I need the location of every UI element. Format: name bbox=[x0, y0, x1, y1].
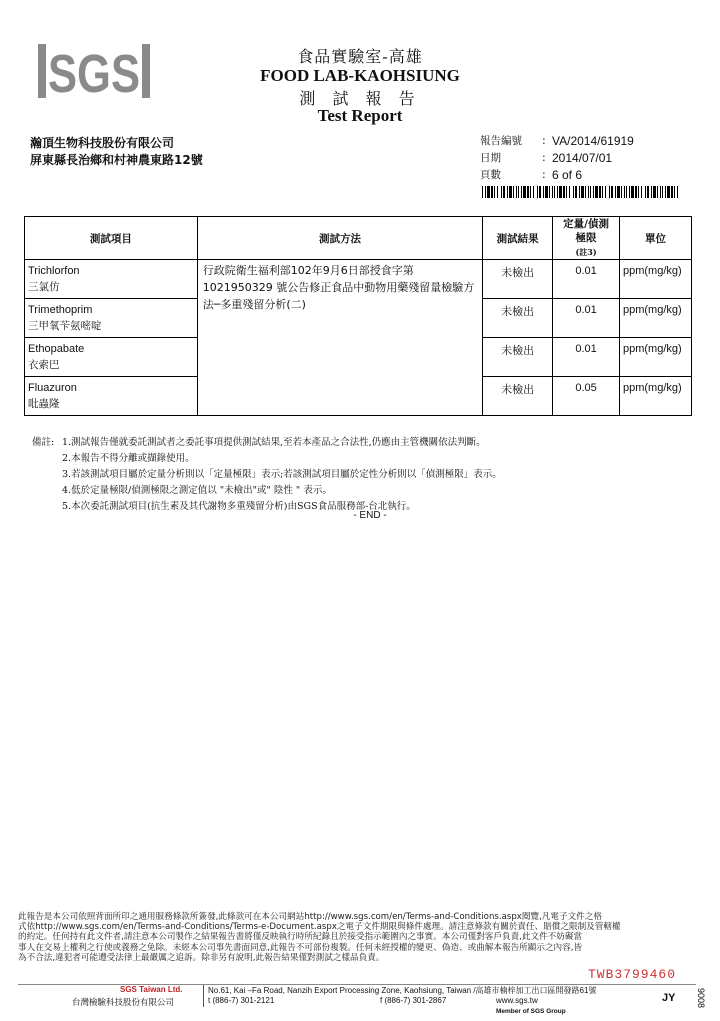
table-header-row bbox=[25, 217, 692, 260]
end-marker: - END - bbox=[353, 510, 387, 521]
report-number: VA/2014/61919 bbox=[552, 133, 634, 148]
limit-cell: 0.01 bbox=[553, 299, 620, 338]
report-number-label: 報告編號 bbox=[480, 135, 522, 147]
barcode-bar bbox=[599, 186, 601, 198]
barcode-bar bbox=[494, 186, 495, 198]
barcode-bar bbox=[651, 186, 652, 198]
barcode-bar bbox=[595, 186, 598, 198]
item-cell bbox=[25, 377, 198, 416]
barcode-bar bbox=[609, 186, 610, 198]
barcode-bar bbox=[518, 186, 519, 198]
barcode-bar bbox=[557, 186, 558, 198]
item-name-zh: 三氯仿 bbox=[28, 281, 60, 293]
date-row bbox=[480, 149, 690, 166]
barcode-bar bbox=[617, 186, 620, 198]
barcode-bar bbox=[665, 186, 666, 198]
barcode-bar bbox=[579, 186, 580, 198]
result-cell: 未檢出 bbox=[483, 338, 553, 377]
barcode-bar bbox=[581, 186, 584, 198]
barcode-bar bbox=[485, 186, 486, 198]
note-item bbox=[32, 433, 692, 449]
barcode-bar bbox=[482, 186, 483, 198]
sgs-logo bbox=[38, 40, 150, 102]
company-website: www.sgs.tw bbox=[496, 996, 538, 1005]
barcode-bar bbox=[530, 186, 531, 198]
barcode-bar bbox=[509, 186, 512, 198]
report-title-en: Test Report bbox=[317, 106, 403, 125]
lab-name-en: FOOD LAB-KAOHSIUNG bbox=[260, 66, 460, 85]
barcode-bar bbox=[671, 186, 673, 198]
disclaimer-line: 式依http://www.sgs.com/en/Terms-and-Conditions/Terms-e-Document.aspx之電子文件期限與條件處理。請注意條款有關於責任、賠償之限制及管轄權 bbox=[18, 922, 621, 933]
date-label: 日期 bbox=[480, 152, 501, 164]
side-code: 9008 bbox=[696, 988, 706, 1009]
barcode bbox=[482, 186, 680, 198]
barcode-bar bbox=[626, 186, 627, 198]
item-cell bbox=[25, 299, 198, 338]
barcode-bar bbox=[521, 186, 522, 198]
barcode-bar bbox=[545, 186, 548, 198]
barcode-bar bbox=[662, 186, 663, 198]
unit-cell: ppm(mg/kg) bbox=[620, 377, 692, 416]
barcode-bar bbox=[641, 186, 642, 198]
result-cell: 未檢出 bbox=[483, 377, 553, 416]
notes-label: 備註: bbox=[32, 437, 55, 448]
item-name-zh: 衣索巴 bbox=[28, 359, 60, 371]
lab-name-zh: 食品實驗室-高雄 bbox=[297, 47, 423, 66]
barcode-bar bbox=[638, 186, 639, 198]
barcode-bar bbox=[533, 186, 534, 198]
item-name-en: Trichlorfon bbox=[28, 265, 80, 277]
barcode-bar bbox=[611, 186, 613, 198]
report-title-zh: 測 試 報 告 bbox=[299, 89, 421, 108]
barcode-bar bbox=[667, 186, 670, 198]
barcode-bar bbox=[501, 186, 502, 198]
disclaimer-line: 事人在交易上權利之行使或義務之免除。未經本公司事先書面同意,此報告不可部份複製。任何未經授權的變更、偽造、或曲解本報告所顯示之內容,皆 bbox=[18, 942, 583, 953]
footer-divider-vertical bbox=[203, 985, 204, 1007]
header-limit-line2: 極限 bbox=[575, 232, 597, 244]
barcode-bar bbox=[566, 186, 567, 198]
company-phone: t (886-7) 301-2121 bbox=[208, 996, 275, 1005]
disclaimer-line: 的約定。任何持有此文件者,請注意本公司製作之結果報告書將僅反映執行時所紀錄且於接受指示範圍內之事實。本公司僅對客戶負責,此文件不妨礙當 bbox=[18, 932, 583, 943]
barcode-bar bbox=[554, 186, 555, 198]
note-item bbox=[32, 465, 692, 481]
barcode-bar bbox=[631, 186, 634, 198]
note-item bbox=[32, 449, 692, 465]
result-cell: 未檢出 bbox=[483, 260, 553, 299]
barcode-bar bbox=[513, 186, 514, 198]
header-method: 測試方法 bbox=[197, 217, 483, 260]
barcode-bar bbox=[573, 186, 574, 198]
separator: : bbox=[542, 151, 546, 164]
item-cell bbox=[25, 338, 198, 377]
company-fax: f (886-7) 301-2867 bbox=[380, 996, 447, 1005]
company-name-zh: 台灣檢驗科技股份有限公司 bbox=[72, 998, 175, 1008]
barcode-bar bbox=[660, 186, 661, 198]
separator: : bbox=[542, 168, 546, 181]
table-row bbox=[25, 260, 692, 299]
item-name-en: Ethopabate bbox=[28, 343, 85, 355]
note-text: 1.測試報告僅就委託測試者之委託事項提供測試結果,至若本產品之合法性,仍應由主管機關依法判斷。 bbox=[62, 437, 486, 448]
barcode-bar bbox=[569, 186, 570, 198]
barcode-bar bbox=[497, 186, 498, 198]
header-unit: 單位 bbox=[620, 217, 692, 260]
notes bbox=[32, 433, 692, 513]
barcode-bar bbox=[575, 186, 577, 198]
barcode-bar bbox=[605, 186, 606, 198]
barcode-bar bbox=[621, 186, 622, 198]
barcode-bar bbox=[615, 186, 616, 198]
item-cell bbox=[25, 260, 198, 299]
barcode-bar bbox=[677, 186, 678, 198]
header-item: 測試項目 bbox=[25, 217, 198, 260]
barcode-bar bbox=[588, 186, 589, 198]
client-name: 瀚頂生物科技股份有限公司 bbox=[30, 136, 175, 150]
barcode-bar bbox=[563, 186, 565, 198]
note-text: 5.本次委託測試項目(抗生素及其代謝物多重殘留分析)由SGS食品服務部-台北執行。 bbox=[62, 501, 416, 512]
barcode-bar bbox=[585, 186, 586, 198]
barcode-bar bbox=[543, 186, 544, 198]
barcode-bar bbox=[629, 186, 630, 198]
barcode-bar bbox=[653, 186, 656, 198]
separator: : bbox=[542, 134, 546, 147]
signer-initials: JY bbox=[662, 992, 676, 1004]
limit-cell: 0.05 bbox=[553, 377, 620, 416]
barcode-bar bbox=[527, 186, 529, 198]
barcode-bar bbox=[590, 186, 591, 198]
barcode-bar bbox=[559, 186, 562, 198]
barcode-bar bbox=[635, 186, 637, 198]
page-count: 6 of 6 bbox=[552, 167, 583, 182]
report-date: 2014/07/01 bbox=[552, 150, 613, 165]
barcode-bar bbox=[674, 186, 675, 198]
barcode-bar bbox=[552, 186, 553, 198]
report-meta bbox=[480, 132, 690, 183]
header-limit-line1: 定量/偵測 bbox=[563, 218, 609, 230]
barcode-bar bbox=[539, 186, 541, 198]
barcode-bar bbox=[549, 186, 550, 198]
client-address: 屏東縣長治鄉和村神農東路12號 bbox=[30, 153, 203, 167]
company-address: No.61, Kai –Fa Road, Nanzih Export Processing Zone, Kaohsiung, Taiwan /高雄市楠梓加工出口區開發路61號 bbox=[208, 986, 597, 995]
header-limit bbox=[553, 217, 620, 260]
limit-cell: 0.01 bbox=[553, 338, 620, 377]
barcode-bar bbox=[523, 186, 526, 198]
barcode-bar bbox=[491, 186, 493, 198]
document-number: TWB3799460 bbox=[588, 967, 677, 982]
barcode-bar bbox=[537, 186, 538, 198]
item-name-en: Fluazuron bbox=[28, 382, 77, 394]
pages-row bbox=[480, 166, 690, 183]
company-name-en: SGS Taiwan Ltd. bbox=[120, 985, 183, 994]
disclaimer bbox=[18, 912, 698, 963]
barcode-bar bbox=[647, 186, 649, 198]
barcode-bar bbox=[602, 186, 603, 198]
unit-cell: ppm(mg/kg) bbox=[620, 299, 692, 338]
result-cell: 未檢出 bbox=[483, 299, 553, 338]
pages-label: 頁數 bbox=[480, 169, 501, 181]
barcode-bar bbox=[657, 186, 658, 198]
disclaimer-line: 為不合法,違犯者可能遭受法律上最嚴厲之追訴。除非另有說明,此報告結果僅對測試之樣品負責。 bbox=[18, 952, 385, 963]
note-text: 4.低於定量極限/偵測極限之測定值以 "未檢出"或" 陰性 " 表示。 bbox=[62, 485, 332, 496]
report-number-row bbox=[480, 132, 690, 149]
member-of-sgs-group: Member of SGS Group bbox=[496, 1008, 566, 1015]
barcode-bar bbox=[487, 186, 490, 198]
method-cell: 行政院衛生福利部102年9月6日部授食字第 1021950329 號公告修正食品中動物用藥殘留量檢驗方法─多重殘留分析(二) bbox=[197, 260, 483, 416]
header-limit-note: (註3) bbox=[575, 247, 597, 257]
item-name-zh: 吡蟲隆 bbox=[28, 398, 60, 410]
item-name-zh: 三甲氧苄氨嘧啶 bbox=[28, 320, 102, 332]
unit-cell: ppm(mg/kg) bbox=[620, 260, 692, 299]
barcode-bar bbox=[507, 186, 508, 198]
results-table bbox=[24, 216, 692, 416]
barcode-bar bbox=[593, 186, 594, 198]
barcode-bar bbox=[645, 186, 646, 198]
logo-text: SGS bbox=[48, 44, 140, 104]
note-text: 2.本報告不得分離或擷錄使用。 bbox=[62, 453, 195, 464]
note-text: 3.若該測試項目屬於定量分析則以「定量極限」表示;若該測試項目屬於定性分析則以「偵測極限」表示。 bbox=[62, 469, 502, 480]
barcode-bar bbox=[503, 186, 505, 198]
header-result: 測試結果 bbox=[483, 217, 553, 260]
barcode-bar bbox=[624, 186, 625, 198]
note-item bbox=[32, 481, 692, 497]
item-name-en: Trimethoprim bbox=[28, 304, 93, 316]
limit-cell: 0.01 bbox=[553, 260, 620, 299]
disclaimer-line: 此報告是本公司依照背面所印之通用服務條款所簽發,此條款可在本公司網站http://www.sgs.com/en/Terms-and-Conditions.aspx閱覽,凡電子文件之格 bbox=[18, 912, 602, 922]
barcode-bar bbox=[516, 186, 517, 198]
unit-cell: ppm(mg/kg) bbox=[620, 338, 692, 377]
